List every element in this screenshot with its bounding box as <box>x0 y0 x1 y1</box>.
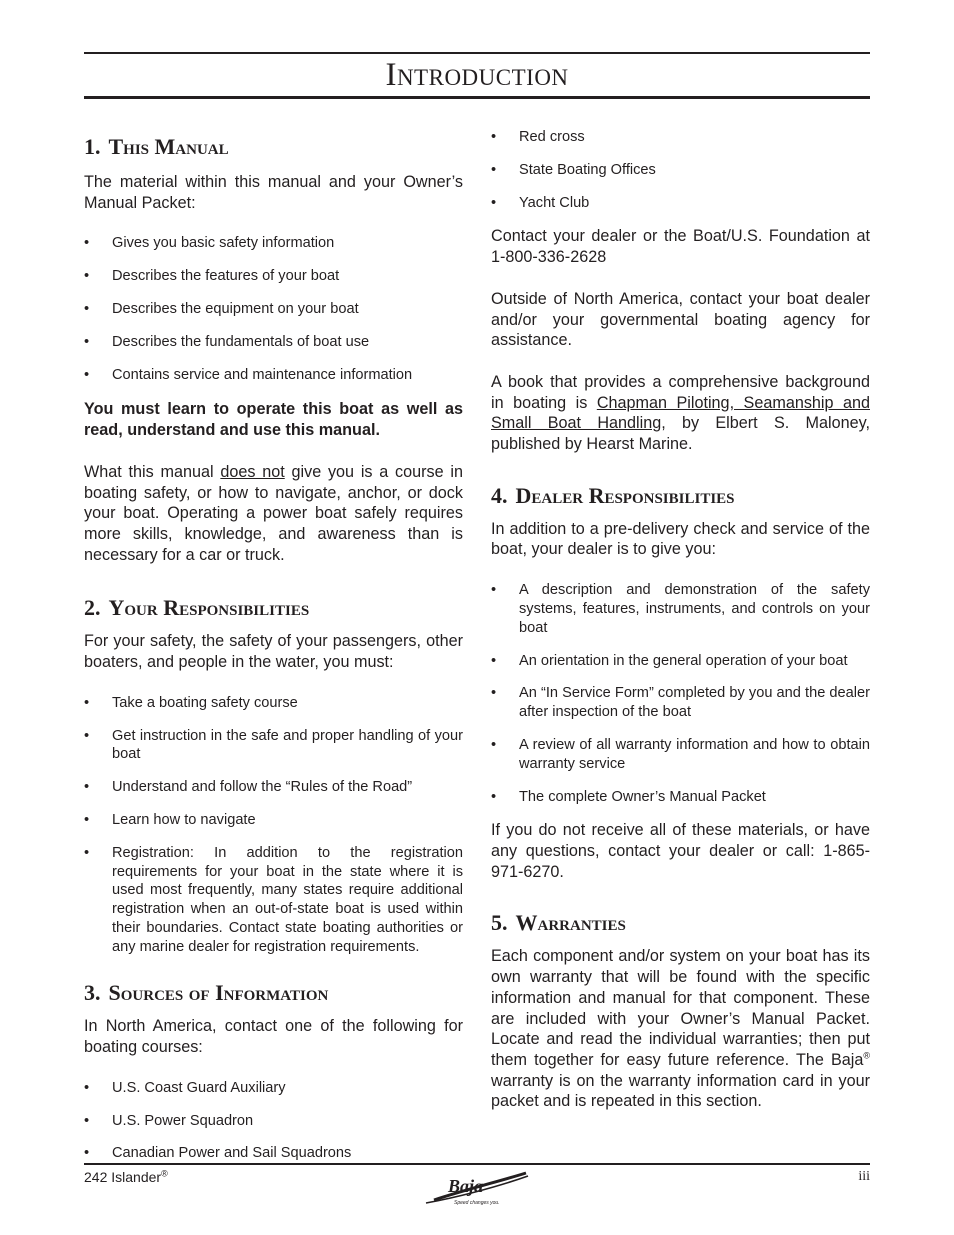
left-column <box>84 120 463 1163</box>
list-item: • Registration: In addition to the registration requirements for your boat in the state where it is used most frequently, many states require additional registration when an out-of-state boat is used within their boundaries. Contact state boating authorities or any marine dealer for registration requirements. <box>84 844 463 955</box>
section-heading-this-manual: 1. This Manual <box>84 134 229 159</box>
section-heading-dealer-responsibilities: 4. Dealer Responsibilities <box>491 482 735 508</box>
section-3-bullets-left <box>84 1079 463 1163</box>
right-column <box>491 128 870 1112</box>
list-item: • The complete Owner’s Manual Packet <box>491 788 766 805</box>
section-3-outside: Outside of North America, contact your boat dealer and/or your governmental boating agency for assistance. <box>491 289 870 350</box>
list-item: • Get instruction in the safe and proper handling of your boat <box>84 727 463 763</box>
section-3-book: A book that provides a comprehensive background in boating is Chapman Piloting, Seamanship and Small Boat Handling, by Elbert S. Maloney, published by Hearst Marine. <box>491 372 870 454</box>
list-item: • Learn how to navigate <box>84 811 256 828</box>
list-item: • Yacht Club <box>491 194 590 211</box>
section-1-bullets <box>84 234 463 384</box>
section-4-bullets <box>491 581 870 806</box>
logo-wordmark: Baja <box>448 1176 484 1196</box>
list-item: • Red cross <box>491 129 585 145</box>
section-3-contact: Contact your dealer or the Boat/U.S. Foundation at 1-800-336-2628 <box>491 227 870 267</box>
footer-page-number: iii <box>858 1169 870 1184</box>
list-item: • A review of all warranty information and how to obtain warranty service <box>491 736 870 772</box>
list-item: • An orientation in the general operation of your boat <box>491 652 848 669</box>
logo-tagline: Speed changes you. <box>454 1200 500 1206</box>
section-5-paragraph: Each component and/or system on your boat has its own warranty that will be found with the specific information and manual for that component. These are included with your Owner’s Manual Packet. Locate and read the individual warranties; then put them together for easy future reference. The Baja® warranty is on the warranty information card in your packet and is repeated in this section. <box>491 947 870 1111</box>
list-item: • Describes the fundamentals of boat use <box>84 333 370 350</box>
footer-model: 242 Islander® <box>84 1168 168 1185</box>
list-item: • An “In Service Form” completed by you and the dealer after inspection of the boat <box>491 685 870 721</box>
list-item: • State Boating Offices <box>491 161 656 178</box>
list-item: • Take a boating safety course <box>84 694 298 711</box>
list-item: • Describes the equipment on your boat <box>84 301 359 317</box>
section-heading-your-responsibilities: 2. Your Responsibilities <box>84 595 310 621</box>
footer-divider <box>84 1163 870 1165</box>
list-item: • Gives you basic safety information <box>84 235 335 252</box>
list-item: • Describes the features of your boat <box>84 268 340 285</box>
list-item: • Canadian Power and Sail Squadrons <box>84 1145 352 1162</box>
section-3-bullets-right <box>491 128 870 212</box>
section-1-intro: The material within this manual and your Owner’s Manual Packet: <box>84 173 463 212</box>
baja-logo-icon <box>424 1170 530 1206</box>
list-item: • Contains service and maintenance information <box>84 366 413 383</box>
list-item: • U.S. Power Squadron <box>84 1112 254 1129</box>
section-1-paragraph: What this manual does not give you is a course in boating safety, or how to navigate, anchor, or dock your boat. Operating a power boat safely requires more skills, knowledge, and awareness than is necessary for a car or truck. <box>84 462 463 564</box>
section-4-outro: If you do not receive all of these materials, or have any questions, contact your dealer or call: 1-865-971-6270. <box>491 821 870 881</box>
page-title: Introduction <box>385 57 569 93</box>
section-1-bold-note: You must learn to operate this boat as well as read, understand and use this manual. <box>84 400 463 440</box>
list-item: • U.S. Coast Guard Auxiliary <box>84 1079 286 1096</box>
section-3-intro: In North America, contact one of the following for boating courses: <box>84 1017 463 1057</box>
page-title-box <box>84 52 870 99</box>
section-2-intro: For your safety, the safety of your passengers, other boaters, and people in the water, you must: <box>84 632 463 672</box>
section-heading-sources-of-information: 3. Sources of Information <box>84 980 329 1006</box>
list-item: • A description and demonstration of the safety systems, features, instruments, and controls on your boat <box>491 582 870 636</box>
section-4-intro: In addition to a pre-delivery check and service of the boat, your dealer is to give you: <box>491 519 870 559</box>
section-2-bullets <box>84 694 463 957</box>
list-item: • Understand and follow the “Rules of the Road” <box>84 779 413 796</box>
section-heading-warranties: 5. Warranties <box>491 910 626 936</box>
